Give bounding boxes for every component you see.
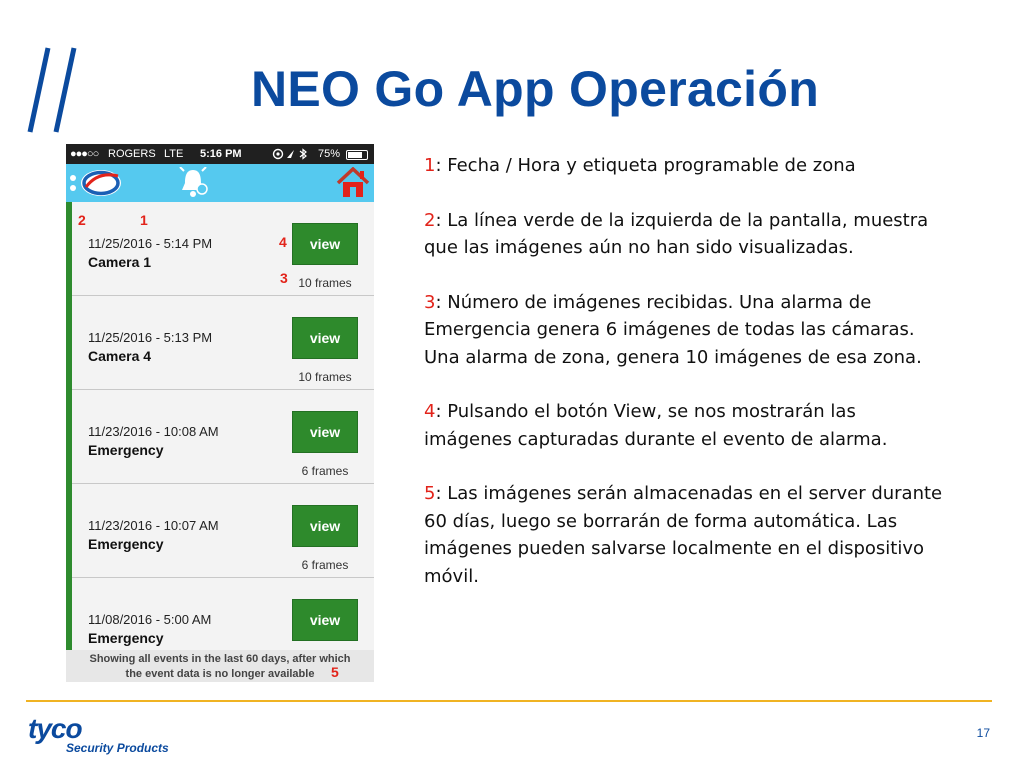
phone-screenshot [66,144,374,682]
battery-percent: 75% [318,148,341,160]
event-frames: 10 frames [298,276,352,290]
callout-marker-4: 4 [279,234,287,250]
event-date: 11/23/2016 - 10:08 AM [88,424,219,439]
callout-marker-2: 2 [78,212,86,228]
event-date: 11/25/2016 - 5:14 PM [88,236,213,251]
battery-icon [346,150,368,160]
event-row[interactable] [66,484,374,578]
event-frames: 6 frames [301,464,349,478]
logo-word: tyco [28,713,82,744]
unviewed-indicator [66,296,72,390]
slide-title: NEO Go App Operación [250,61,820,117]
event-frames: 6 frames [301,558,349,572]
event-row[interactable] [66,390,374,484]
note-item: 2: La línea verde de la izquierda de la pantalla, muestra que las imágenes aún no han sido visualizadas. [424,209,929,258]
event-label: Emergency [88,536,164,552]
event-date: 11/25/2016 - 5:13 PM [88,330,213,345]
note-item: 4: Pulsando el botón View, se nos mostrarán las imágenes capturadas durante el evento de alarma. [424,401,888,450]
view-button[interactable]: view [292,599,358,641]
view-button[interactable]: view [292,505,358,547]
unviewed-indicator [66,484,72,578]
unviewed-indicator [66,390,72,484]
status-icons [272,148,312,163]
page-number: 17 [976,726,990,740]
view-button[interactable]: view [292,223,358,265]
callout-marker-3: 3 [280,270,288,286]
logo-subtitle: Security Products [66,741,169,755]
bell-icon[interactable] [176,167,210,199]
note-item: 5: Las imágenes serán almacenadas en el server durante 60 días, luego se borrarán de forma automática. Las imágenes pueden salvarse localmente en el dispositivo móvil. [424,483,943,587]
status-bar [66,144,374,164]
note-item: 3: Número de imágenes recibidas. Una alarma de Emergencia genera 6 imágenes de todas las cámaras. Una alarma de zona, genera 10 imágenes de esa zona. [424,291,922,368]
location-bluetooth-icon [272,148,312,160]
callout-marker-1: 1 [140,212,148,228]
event-label: Camera 1 [88,254,152,270]
unviewed-indicator [66,202,72,296]
explanation-notes [424,152,944,617]
view-button[interactable]: view [292,317,358,359]
events-footer-note [66,650,374,682]
event-row[interactable] [66,202,374,296]
event-label: Camera 4 [88,348,152,364]
network-type: LTE [164,148,184,160]
note-item: 1: Fecha / Hora y etiqueta programable de zona [424,155,856,176]
view-button[interactable]: view [292,411,358,453]
event-date: 11/08/2016 - 5:00 AM [88,612,212,627]
home-icon[interactable] [336,167,370,199]
event-row[interactable] [66,296,374,390]
app-logo-icon[interactable] [68,167,124,199]
footer-divider [26,700,992,702]
carrier-name: ROGERS [108,148,156,160]
status-time: 5:16 PM [200,148,242,160]
event-label: Emergency [88,630,164,646]
event-label: Emergency [88,442,164,458]
event-frames: 10 frames [298,370,352,384]
app-header [66,164,374,202]
signal-indicator: ●●●○○ [70,148,99,160]
tyco-logo [28,713,178,759]
footer-line-2: the event data is no longer available [125,668,315,680]
event-date: 11/23/2016 - 10:07 AM [88,518,219,533]
event-list [66,202,374,672]
callout-marker-5: 5 [331,664,339,680]
footer-line-1: Showing all events in the last 60 days, after which [89,653,351,665]
